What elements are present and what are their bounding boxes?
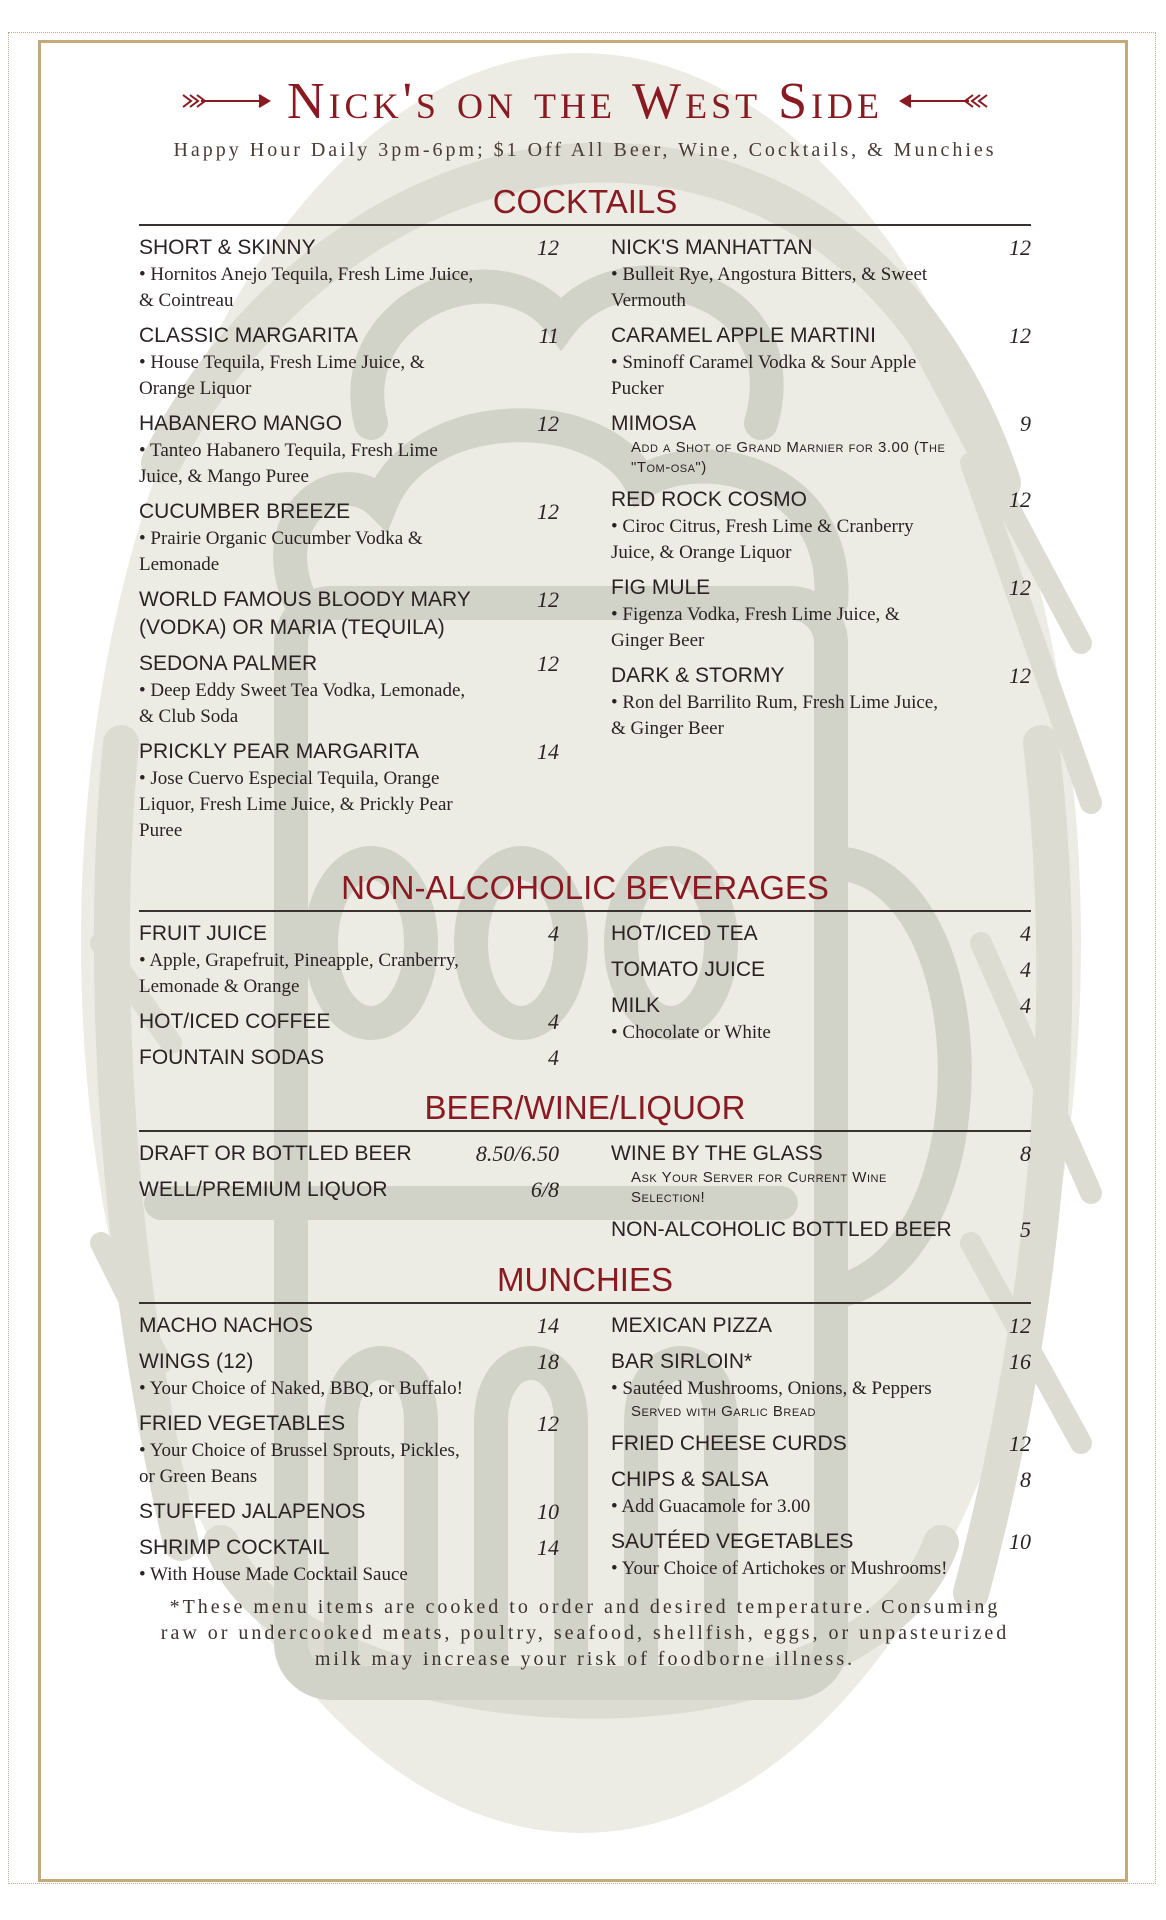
item-price: 12 xyxy=(537,499,559,524)
item-price: 14 xyxy=(537,739,559,764)
item-name: SHRIMP COCKTAIL xyxy=(139,1536,330,1559)
item-price: 18 xyxy=(537,1349,559,1374)
item-name: RED ROCK COSMO xyxy=(611,488,808,511)
section-heading: NON-ALCOHOLIC BEVERAGES xyxy=(341,869,829,906)
item-name: SAUTÉED VEGETABLES xyxy=(611,1530,854,1553)
item-description: • Tanteo Habanero Tequila, Fresh Lime Juice, & Mango Puree xyxy=(139,440,438,487)
item-price: 12 xyxy=(1009,235,1031,260)
item-name: FRIED VEGETABLES xyxy=(139,1412,346,1435)
item-price: 12 xyxy=(1009,1431,1031,1456)
item-name: SHORT & SKINNY xyxy=(139,236,316,259)
item-description: • Figenza Vodka, Fresh Lime Juice, & Ginger Beer xyxy=(611,604,900,651)
column-left xyxy=(139,226,559,844)
item-name: WINE BY THE GLASS xyxy=(611,1142,823,1165)
item-price: 4 xyxy=(548,1009,559,1034)
menu-item xyxy=(139,1312,559,1340)
item-name: HOT/ICED TEA xyxy=(611,922,758,945)
item-price: 12 xyxy=(537,587,559,612)
menu-item xyxy=(139,1498,559,1526)
item-description: • Your Choice of Naked, BBQ, or Buffalo! xyxy=(139,1378,463,1399)
item-name: WELL/PREMIUM LIQUOR xyxy=(139,1178,388,1201)
item-price: 12 xyxy=(1009,487,1031,512)
item-description: • House Tequila, Fresh Lime Juice, & Orange Liquor xyxy=(139,352,425,399)
menu-item xyxy=(611,1312,1031,1340)
menu-item xyxy=(139,586,559,642)
item-name: CUCUMBER BREEZE xyxy=(139,500,351,523)
menu-item xyxy=(139,410,559,490)
item-price: 8.50/6.50 xyxy=(475,1141,559,1166)
item-description: • Jose Cuervo Especial Tequila, Orange Liquor, Fresh Lime Juice, & Prickly Pear Puree xyxy=(139,768,453,841)
page-title: Nick's on the West Side xyxy=(287,72,883,130)
menu-item xyxy=(611,956,1031,984)
item-price: 14 xyxy=(537,1535,559,1560)
menu-item xyxy=(139,1348,559,1402)
section-beer-wine-liquor xyxy=(139,1090,1031,1244)
column-left xyxy=(139,912,559,1072)
column-right xyxy=(611,912,1031,1072)
menu-item xyxy=(611,574,1031,654)
item-name: NON-ALCOHOLIC BOTTLED BEER xyxy=(611,1218,952,1241)
item-description: • Chocolate or White xyxy=(611,1022,771,1043)
menu-item xyxy=(139,322,559,402)
menu-item xyxy=(139,738,559,844)
item-price: 12 xyxy=(1009,663,1031,688)
menu-item xyxy=(611,1348,1031,1422)
menu-item xyxy=(139,498,559,578)
menu-item xyxy=(611,1528,1031,1582)
item-name: CLASSIC MARGARITA xyxy=(139,324,358,347)
item-name: CHIPS & SALSA xyxy=(611,1468,769,1491)
menu-item xyxy=(611,920,1031,948)
item-name: CARAMEL APPLE MARTINI xyxy=(611,324,876,347)
column-right xyxy=(611,226,1031,844)
item-name: FRUIT JUICE xyxy=(139,922,267,945)
item-description: • Bulleit Rye, Angostura Bitters, & Sweet Vermouth xyxy=(611,264,928,311)
item-description: • Sautéed Mushrooms, Onions, & Peppers xyxy=(611,1378,932,1399)
item-price: 4 xyxy=(1020,993,1031,1018)
item-price: 4 xyxy=(548,921,559,946)
section-heading: MUNCHIES xyxy=(496,1261,673,1298)
item-price: 5 xyxy=(1020,1217,1031,1242)
item-price: 4 xyxy=(1020,921,1031,946)
menu-item xyxy=(139,920,559,1000)
item-price: 12 xyxy=(1009,1313,1031,1338)
menu-content xyxy=(139,69,1031,1672)
item-name: FIG MULE xyxy=(611,576,711,599)
menu-item xyxy=(611,1430,1031,1458)
food-safety-footnote: *These menu items are cooked to order and desired temperature. Consuming raw or undercooked meats, poultry, seafood, shellfish, eggs, or unpasteurized milk may increase your risk of foodborne illness. xyxy=(160,1596,1010,1670)
item-description: • Sminoff Caramel Vodka & Sour Apple Pucker xyxy=(611,352,917,399)
item-description: • Your Choice of Artichokes or Mushrooms! xyxy=(611,1558,948,1579)
item-name: STUFFED JALAPENOS xyxy=(139,1500,366,1523)
item-name: FRIED CHEESE CURDS xyxy=(611,1432,847,1455)
item-name: SEDONA PALMER xyxy=(139,652,318,675)
menu-item xyxy=(139,234,559,314)
menu-item xyxy=(611,322,1031,402)
item-price: 6/8 xyxy=(530,1177,559,1202)
item-price: 8 xyxy=(1020,1467,1031,1492)
item-name: MILK xyxy=(611,994,661,1017)
menu-item xyxy=(139,650,559,730)
arrow-left-icon xyxy=(897,91,989,111)
menu-item xyxy=(139,1044,559,1072)
item-price: 12 xyxy=(1009,575,1031,600)
happy-hour-subtitle: Happy Hour Daily 3pm-6pm; $1 Off All Beer, Wine, Cocktails, & Munchies xyxy=(173,139,997,161)
menu-item xyxy=(611,486,1031,566)
item-price: 10 xyxy=(537,1499,559,1524)
menu-item xyxy=(611,662,1031,742)
item-description: • Ron del Barrilito Rum, Fresh Lime Juice, & Ginger Beer xyxy=(611,692,938,739)
menu-item xyxy=(611,1466,1031,1520)
item-name: HABANERO MANGO xyxy=(139,412,343,435)
arrow-right-icon xyxy=(181,91,273,111)
item-name: NICK'S MANHATTAN xyxy=(611,236,813,259)
item-price: 4 xyxy=(548,1045,559,1070)
menu-item xyxy=(139,1176,559,1204)
item-description: • Apple, Grapefruit, Pineapple, Cranberry, Lemonade & Orange xyxy=(139,950,459,997)
item-price: 9 xyxy=(1020,411,1031,436)
item-name: FOUNTAIN SODAS xyxy=(139,1046,325,1069)
menu-frame xyxy=(38,40,1128,1882)
item-price: 10 xyxy=(1009,1529,1031,1554)
item-name: MEXICAN PIZZA xyxy=(611,1314,773,1337)
item-description: • Hornitos Anejo Tequila, Fresh Lime Juice, & Cointreau xyxy=(139,264,474,311)
menu-item xyxy=(611,1216,1031,1244)
item-name: PRICKLY PEAR MARGARITA xyxy=(139,740,420,763)
item-price: 14 xyxy=(537,1313,559,1338)
section-non-alcoholic xyxy=(139,870,1031,1072)
section-munchies xyxy=(139,1262,1031,1588)
item-description: • Prairie Organic Cucumber Vodka & Lemonade xyxy=(139,528,423,575)
menu-item xyxy=(611,992,1031,1046)
item-name: HOT/ICED COFFEE xyxy=(139,1010,331,1033)
menu-item xyxy=(611,410,1031,478)
menu-item xyxy=(139,1008,559,1036)
section-heading: COCKTAILS xyxy=(492,183,678,220)
item-name: BAR SIRLOIN* xyxy=(611,1350,753,1373)
header xyxy=(139,69,1031,133)
item-name: WINGS (12) xyxy=(139,1350,254,1373)
menu-item xyxy=(611,234,1031,314)
item-price: 12 xyxy=(537,235,559,260)
menu-item xyxy=(139,1534,559,1588)
item-price: 8 xyxy=(1020,1141,1031,1166)
menu-item xyxy=(139,1140,559,1168)
column-right xyxy=(611,1132,1031,1244)
menu-item xyxy=(139,1410,559,1490)
item-name: DARK & STORMY xyxy=(611,664,785,687)
column-right xyxy=(611,1304,1031,1588)
item-note: Served with Garlic Bread xyxy=(631,1403,816,1420)
item-price: 16 xyxy=(1009,1349,1031,1374)
item-price: 12 xyxy=(537,1411,559,1436)
item-description: • Deep Eddy Sweet Tea Vodka, Lemonade, & Club Soda xyxy=(139,680,466,727)
item-price: 11 xyxy=(538,323,559,348)
item-price: 12 xyxy=(537,411,559,436)
item-name: MACHO NACHOS xyxy=(139,1314,313,1337)
item-price: 12 xyxy=(537,651,559,676)
column-left xyxy=(139,1132,559,1244)
item-description: • Your Choice of Brussel Sprouts, Pickles, or Green Beans xyxy=(139,1440,460,1487)
section-cocktails xyxy=(139,184,1031,844)
item-note: Ask Your Server for Current Wine Selection! xyxy=(631,1169,887,1206)
menu-item xyxy=(611,1140,1031,1208)
item-description: • Ciroc Citrus, Fresh Lime & Cranberry Juice, & Orange Liquor xyxy=(611,516,914,563)
item-price: 12 xyxy=(1009,323,1031,348)
item-name: DRAFT OR BOTTLED BEER xyxy=(139,1142,412,1165)
section-heading: BEER/WINE/LIQUOR xyxy=(424,1089,746,1126)
item-name: MIMOSA xyxy=(611,412,697,435)
item-name: TOMATO JUICE xyxy=(611,958,766,981)
item-note: Add a Shot of Grand Marnier for 3.00 (The "Tom-osa") xyxy=(631,439,946,476)
item-description: • With House Made Cocktail Sauce xyxy=(139,1564,408,1585)
item-price: 4 xyxy=(1020,957,1031,982)
item-description: • Add Guacamole for 3.00 xyxy=(611,1496,811,1517)
column-left xyxy=(139,1304,559,1588)
item-name: WORLD FAMOUS BLOODY MARY (VODKA) OR MARIA (TEQUILA) xyxy=(139,588,471,639)
